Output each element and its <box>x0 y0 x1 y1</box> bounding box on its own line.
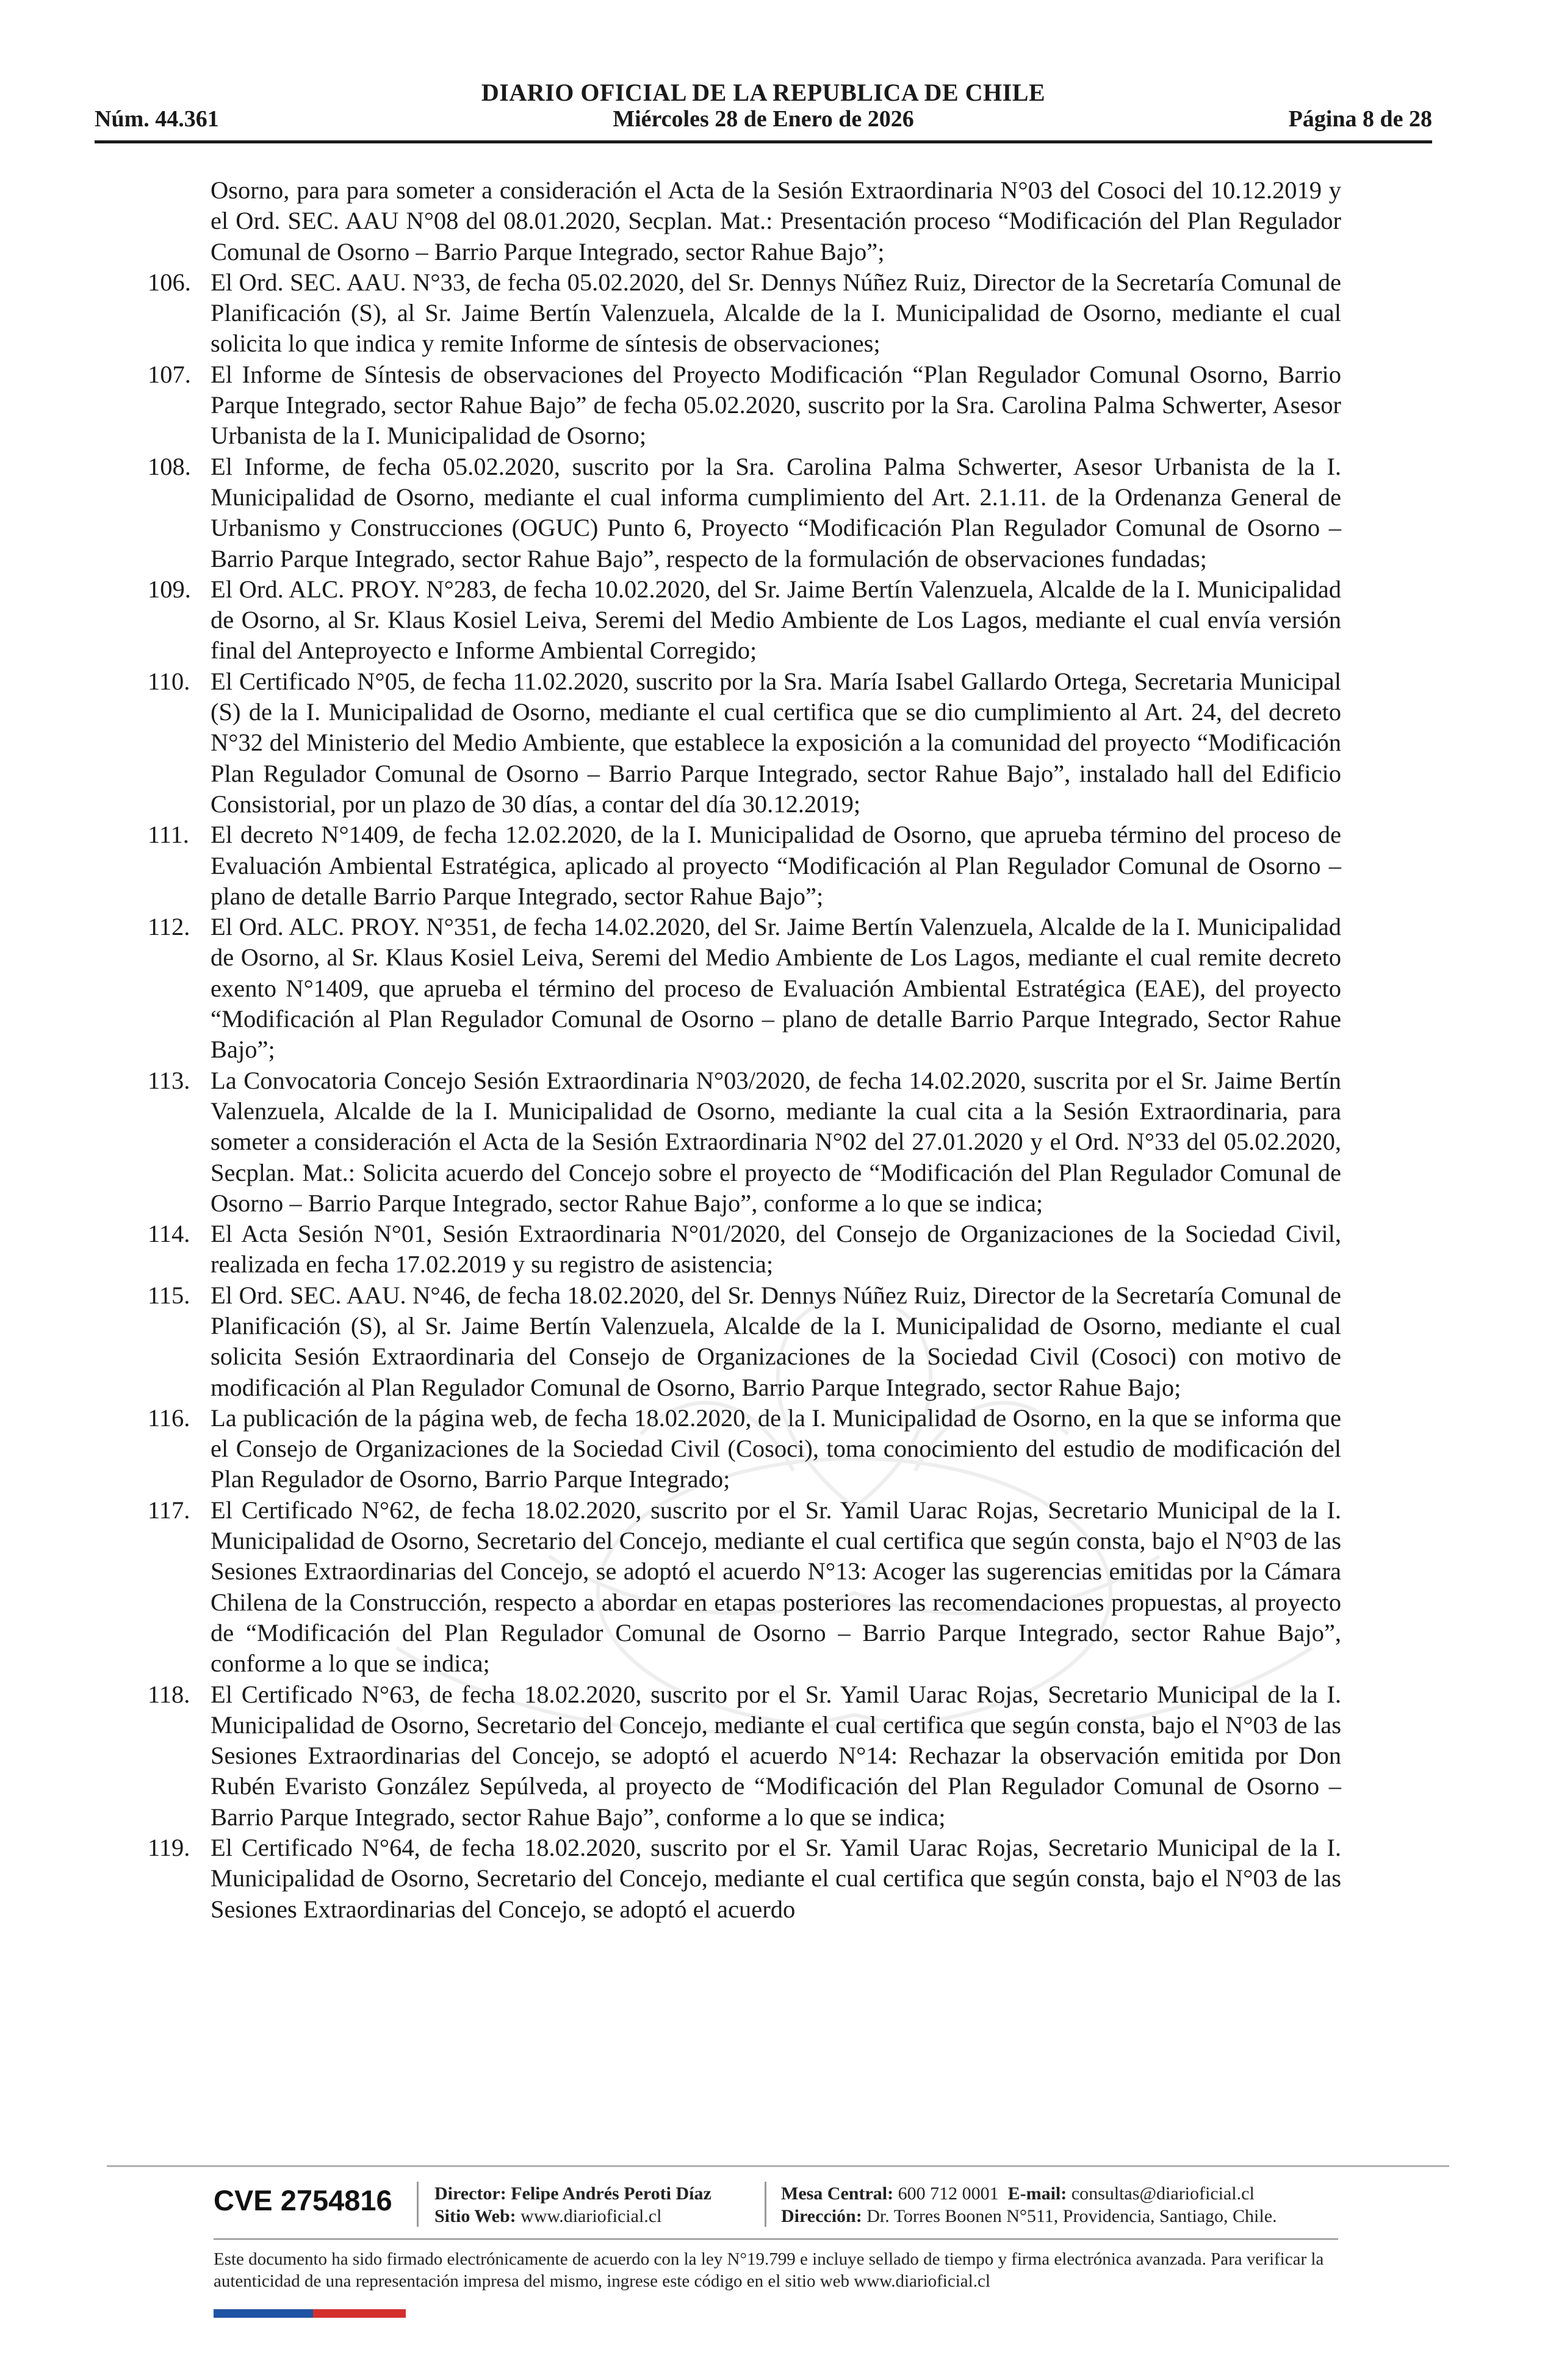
item-number: 113. <box>148 1066 190 1094</box>
list-item <box>148 1495 1341 1679</box>
item-text: El Certificado N°63, de fecha 18.02.2020, suscrito por el Sr. Yamil Uarac Rojas, Secretario Municipal de la I. Municipalidad de Osorno, Secretario del Concejo, mediante el cual certifica que según consta, bajo el N°03 de las Sesiones Extraordinarias del Concejo, se adoptó el acuerdo N°14: Rechazar la observación emitida por Don Rubén Evaristo González Sepúlveda, al proyecto de “Modificación del Plan Regulador Comunal de Osorno – Barrio Parque Integrado, sector Rahue Bajo”, conforme a lo que se indica; <box>211 1680 1341 1831</box>
item-number: 112. <box>148 913 190 941</box>
item-number: 114. <box>148 1220 190 1248</box>
footer-contact-block <box>781 2182 1277 2227</box>
legal-notice: Este documento ha sido firmado electrónicamente de acuerdo con la ley N°19.799 e incluye sellado de tiempo y firma electrónica avanzada. Para verificar la autenticidad de una representación impresa del mismo, ingrese este código en el sitio web www.diarioficial.cl <box>214 2249 1324 2291</box>
item-number: 117. <box>148 1496 190 1524</box>
item-number: 110. <box>148 667 190 695</box>
item-text: El Ord. SEC. AAU. N°46, de fecha 18.02.2020, del Sr. Dennys Núñez Ruiz, Director de la Secretaría Comunal de Planificación (S), al Sr. Jaime Bertín Valenzuela, Alcalde de la I. Municipalidad de Osorno, mediante el cual solicita Sesión Extraordinaria del Consejo de Organizaciones de la Sociedad Civil (Cosoci) con motivo de modificación al Plan Regulador Comunal de Osorno, Barrio Parque Integrado, sector Rahue Bajo; <box>211 1281 1341 1401</box>
footer-director-block <box>434 2182 711 2227</box>
cve-code: CVE 2754816 <box>214 2184 392 2216</box>
list-item <box>211 175 1341 267</box>
list-item <box>148 1403 1341 1495</box>
list-item <box>148 359 1341 452</box>
director-name: Felipe Andrés Peroti Díaz <box>511 2183 711 2204</box>
item-text: El Ord. ALC. PROY. N°283, de fecha 10.02.2020, del Sr. Jaime Bertín Valenzuela, Alcalde de la I. Municipalidad de Osorno, al Sr. Klaus Kosiel Leiva, Seremi del Medio Ambiente de Los Lagos, mediante el cual envía versión final del Anteproyecto e Informe Ambiental Corregido; <box>211 575 1341 665</box>
flag-stripe-red <box>313 2309 406 2318</box>
list-item <box>148 574 1341 666</box>
document-body <box>148 175 1341 1925</box>
item-text: Osorno, para para someter a consideración el Acta de la Sesión Extraordinaria N°03 del Cosoci del 10.12.2019 y el Ord. SEC. AAU N°08 del 08.01.2020, Secplan. Mat.: Presentación proceso “Modificación del Plan Regulador Comunal de Osorno – Barrio Parque Integrado, sector Rahue Bajo”; <box>211 176 1341 265</box>
list-item <box>148 1833 1341 1925</box>
item-text: El Certificado N°05, de fecha 11.02.2020, suscrito por la Sra. María Isabel Gallardo Ortega, Secretaria Municipal (S) de la I. Municipalidad de Osorno, mediante el cual certifica que se dio cumplimiento al Art. 24, del decreto N°32 del Ministerio del Medio Ambiente, que establece la exposición a la comunidad del proyecto “Modificación Plan Regulador Comunal de Osorno – Barrio Parque Integrado, sector Rahue Bajo”, instalado hall del Edificio Consistorial, por un plazo de 30 días, a contar del día 30.12.2019; <box>211 667 1341 818</box>
item-number: 115. <box>148 1281 190 1309</box>
address-label: Dirección: <box>781 2206 862 2226</box>
item-text: El Acta Sesión N°01, Sesión Extraordinaria N°01/2020, del Consejo de Organizaciones de la Sociedad Civil, realizada en fecha 17.02.2019 y su registro de asistencia; <box>211 1220 1341 1278</box>
item-number: 107. <box>148 360 191 388</box>
list-item <box>148 1679 1341 1833</box>
header-divider <box>95 140 1432 143</box>
item-number: 119. <box>148 1834 190 1862</box>
issue-date: Miércoles 28 de Enero de 2026 <box>613 106 914 132</box>
list-item <box>148 820 1341 912</box>
list-item <box>148 1280 1341 1403</box>
item-number: 118. <box>148 1680 190 1708</box>
footer-divider-secondary <box>214 2238 1338 2240</box>
site-label: Sitio Web: <box>434 2206 516 2226</box>
item-number: 116. <box>148 1404 190 1432</box>
director-label: Director: <box>434 2183 506 2204</box>
page-header <box>95 78 1432 142</box>
item-text: El Informe, de fecha 05.02.2020, suscrito por la Sra. Carolina Palma Schwerter, Asesor Urbanista de la I. Municipalidad de Osorno, mediante el cual informa cumplimiento del Art. 2.1.11. de la Ordenanza General de Urbanismo y Construcciones (OGUC) Punto 6, Proyecto “Modificación Plan Regulador Comunal de Osorno – Barrio Parque Integrado, sector Rahue Bajo”, respecto de la formulación de observaciones fundadas; <box>211 452 1341 572</box>
list-item <box>148 1219 1341 1280</box>
item-number: 108. <box>148 452 191 480</box>
item-text: El Certificado N°64, de fecha 18.02.2020, suscrito por el Sr. Yamil Uarac Rojas, Secretario Municipal de la I. Municipalidad de Osorno, Secretario del Concejo, mediante el cual certifica que según consta, bajo el N°03 de las Sesiones Extraordinarias del Concejo, se adoptó el acuerdo <box>211 1834 1341 1923</box>
phone-label: Mesa Central: <box>781 2183 894 2204</box>
list-item <box>148 912 1341 1065</box>
phone-value: 600 712 0001 <box>898 2183 999 2204</box>
list-item <box>148 1066 1341 1219</box>
item-number: 109. <box>148 575 191 603</box>
email-label: E-mail: <box>1007 2183 1067 2204</box>
journal-title: DIARIO OFICIAL DE LA REPUBLICA DE CHILE <box>481 79 1046 106</box>
item-text: El decreto N°1409, de fecha 12.02.2020, de la I. Municipalidad de Osorno, que aprueba término del proceso de Evaluación Ambiental Estratégica, aplicado al proyecto “Modificación al Plan Regulador Comunal de Osorno – plano de detalle Barrio Parque Integrado, sector Rahue Bajo”; <box>211 821 1341 910</box>
footer-separator <box>765 2182 766 2227</box>
site-link[interactable]: www.diarioficial.cl <box>520 2206 662 2226</box>
list-item <box>148 452 1341 574</box>
header-meta-row <box>95 106 1432 136</box>
issue-number: Núm. 44.361 <box>95 106 219 132</box>
item-text: El Certificado N°62, de fecha 18.02.2020, suscrito por el Sr. Yamil Uarac Rojas, Secretario Municipal de la I. Municipalidad de Osorno, Secretario del Concejo, mediante el cual certifica que según consta, bajo el N°03 de las Sesiones Extraordinarias del Concejo, se adoptó el acuerdo N°13: Acoger las sugerencias emitidas por la Cámara Chilena de la Construcción, respecto a abordar en etapas posteriores las recomendaciones propuestas, al proyecto de “Modificación del Plan Regulador Comunal de Osorno – Barrio Parque Integrado, sector Rahue Bajo”, conforme a lo que se indica; <box>211 1496 1341 1678</box>
footer-separator <box>417 2182 419 2227</box>
item-text: El Informe de Síntesis de observaciones del Proyecto Modificación “Plan Regulador Comunal Osorno, Barrio Parque Integrado, sector Rahue Bajo” de fecha 05.02.2020, suscrito por la Sra. Carolina Palma Schwerter, Asesor Urbanista de la I. Municipalidad de Osorno; <box>211 360 1341 450</box>
item-text: El Ord. ALC. PROY. N°351, de fecha 14.02.2020, del Sr. Jaime Bertín Valenzuela, Alcalde de la I. Municipalidad de Osorno, al Sr. Klaus Kosiel Leiva, Seremi del Medio Ambiente de Los Lagos, mediante el cual remite decreto exento N°1409, que aprueba el término del proceso de Evaluación Ambiental Estratégica (EAE), del proyecto “Modificación al Plan Regulador Comunal de Osorno – plano de detalle Barrio Parque Integrado, Sector Rahue Bajo”; <box>211 913 1341 1064</box>
item-text: La Convocatoria Concejo Sesión Extraordinaria N°03/2020, de fecha 14.02.2020, suscrita por el Sr. Jaime Bertín Valenzuela, Alcalde de la I. Municipalidad de Osorno, mediante la cual cita a la Sesión Extraordinaria, para someter a consideración el Acta de la Sesión Extraordinaria N°02 del 27.01.2020 y el Ord. N°33 del 05.02.2020, Secplan. Mat.: Solicita acuerdo del Concejo sobre el proyecto de “Modificación del Plan Regulador Comunal de Osorno – Barrio Parque Integrado, sector Rahue Bajo”, conforme a lo que se indica; <box>211 1066 1341 1217</box>
flag-stripe-blue <box>214 2309 313 2318</box>
list-item <box>148 267 1341 359</box>
item-number: 106. <box>148 268 191 296</box>
footer-divider <box>107 2165 1449 2167</box>
page-number: Página 8 de 28 <box>1288 106 1432 132</box>
item-number: 111. <box>148 821 189 849</box>
address-value: Dr. Torres Boonen N°511, Providencia, Santiago, Chile. <box>866 2206 1277 2226</box>
list-item <box>148 666 1341 820</box>
email-link[interactable]: consultas@diarioficial.cl <box>1071 2183 1255 2204</box>
item-text: El Ord. SEC. AAU. N°33, de fecha 05.02.2020, del Sr. Dennys Núñez Ruiz, Director de la Secretaría Comunal de Planificación (S), al Sr. Jaime Bertín Valenzuela, Alcalde de la I. Municipalidad de Osorno, mediante el cual solicita lo que indica y remite Informe de síntesis de observaciones; <box>211 268 1341 358</box>
item-text: La publicación de la página web, de fecha 18.02.2020, de la I. Municipalidad de Osorno, en la que se informa que el Consejo de Organizaciones de la Sociedad Civil (Cosoci), toma conocimiento del estudio de modificación del Plan Regulador de Osorno, Barrio Parque Integrado; <box>211 1404 1341 1493</box>
